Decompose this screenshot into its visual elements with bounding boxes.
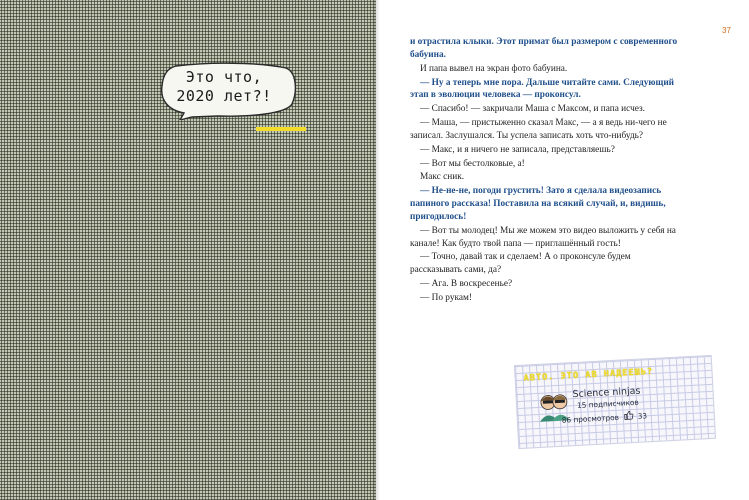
- story-text-column: [410, 36, 680, 305]
- story-paragraph: — Спасибо! — закричали Маша с Максом, и папа исчез.: [420, 104, 645, 115]
- story-paragraph: — Маша, — пристыженно сказал Макс, — а я ведь ни-чего не записал. Заслушался. Ты успела записать хоть что-нибудь?: [410, 118, 667, 141]
- speech-bubble-line-2: 2020 лет?!: [176, 87, 272, 105]
- story-paragraph: — По рукам!: [420, 292, 472, 303]
- view-count: 86 просмотров: [561, 412, 620, 425]
- story-paragraph: И папа вывел на экран фото бабуина.: [420, 63, 568, 74]
- story-paragraph: — Макс, и я ничего не записала, представляешь?: [420, 144, 615, 155]
- story-paragraph: — Ага. В воскресенье?: [420, 279, 513, 290]
- video-card: [514, 355, 714, 449]
- subscriber-count: 15 подписчиков: [576, 397, 639, 410]
- story-paragraph: и отрастила клыки. Этот примат был размером с современного бабуина.: [410, 37, 678, 60]
- like-count: 33: [637, 411, 648, 421]
- story-paragraph: — Ну а теперь мне пора. Дальше читайте сами. Следующий этап в эволюции человека — проконсул.: [410, 77, 675, 101]
- story-paragraph: — Вот мы бестолковые, а!: [420, 158, 525, 169]
- thumbs-up-icon: [623, 410, 634, 421]
- video-card-grid: [514, 355, 716, 449]
- speech-bubble-text: [168, 68, 280, 106]
- video-card-title: АВТО. ЭТО АВ НАДЕЕШЬ?: [523, 366, 654, 384]
- channel-name: Science ninjas: [572, 385, 641, 401]
- story-paragraph: — Вот ты молодец! Мы же можем это видео выложить у себя на канале! Как будто твой папа — приглашённый гость!: [410, 225, 676, 249]
- yellow-highlight-mark: [256, 127, 306, 131]
- page-number: 37: [722, 26, 731, 35]
- story-paragraph: — Не-не-не, погоди грустить! Зато я сделала видеозапись папиного рассказа! Поставила на всякий случай, и, видишь, пригодилось!: [410, 186, 666, 222]
- story-paragraph: — Точно, давай так и сделаем! А о проконсуле будем рассказывать сами, да?: [410, 252, 631, 276]
- speech-bubble-line-1: Это что,: [185, 68, 263, 86]
- story-paragraph: Макс сник.: [420, 172, 465, 183]
- book-spine-shadow: [374, 0, 380, 500]
